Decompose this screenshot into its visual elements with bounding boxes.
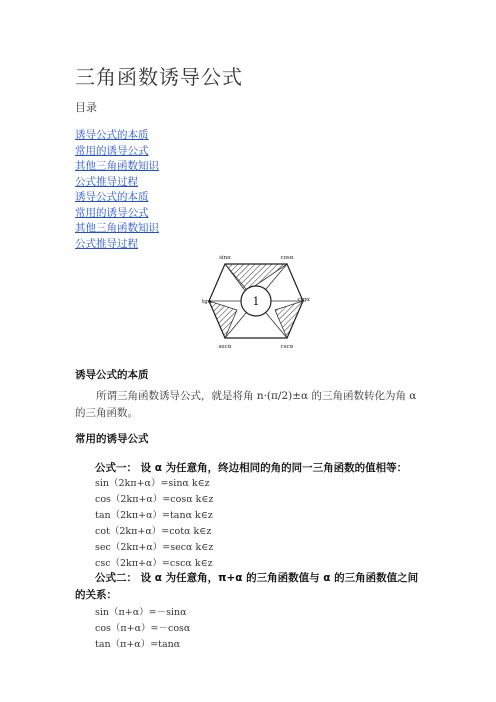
toc-label: 目录 [75,101,97,114]
toc-link[interactable]: 常用的诱导公式 [75,144,149,157]
toc-item [75,175,159,191]
formula-line: sin（2kπ+α）=sinα k∈z [95,478,210,489]
toc-item [75,190,159,206]
formula-line: sin（π+α）=－sinα [95,607,187,618]
formula-line: cos（2kπ+α）=cosα k∈z [95,494,214,505]
toc-link[interactable]: 常用的诱导公式 [75,206,149,219]
formula-1-title: 公式一： 设 α 为任意角，终边相同的角的同一三角函数的值相等： [95,462,408,474]
csc-label: cscα [280,344,294,350]
toc-item [75,144,159,160]
section-heading-essence: 诱导公式的本质 [75,369,149,381]
section-heading-common-formulas: 常用的诱导公式 [75,433,149,445]
essence-paragraph: 所谓三角函数诱导公式，就是将角 n·(π/2)±α 的三角函数转化为角 α 的三角函数。 [75,390,417,419]
formula-line: cos（π+α）=－cosα [95,623,191,634]
cos-label: cosα [280,255,294,261]
trig-hexagon-diagram [201,250,311,352]
toc-item [75,128,159,144]
sec-label: secα [218,344,232,350]
formula-1-list [95,476,213,572]
formula-2-list [95,605,190,653]
toc-link[interactable]: 其他三角函数知识 [75,160,159,172]
toc-link[interactable]: 诱导公式的本质 [75,191,149,203]
sin-label: sinα [219,255,231,261]
center-label: 1 [252,295,260,308]
ctg-label: ctgα [297,297,310,303]
formula-line: csc（2kπ+α）=cscα k∈z [95,558,213,569]
formula-line: cot（2kπ+α）=cotα k∈z [95,526,212,537]
toc-link[interactable]: 其他三角函数知识 [75,222,159,234]
table-of-contents [75,128,159,252]
tg-label: tgα [202,299,212,305]
toc-link[interactable]: 公式推导过程 [75,175,138,188]
formula-line: sec（2kπ+α）=secα k∈z [95,542,214,553]
toc-item [75,237,159,253]
formula-line: tan（π+α）=tanα [95,639,181,650]
toc-item [75,206,159,222]
formula-line: tan（2kπ+α）=tanα k∈z [95,510,213,521]
toc-item [75,221,159,237]
toc-item [75,159,159,175]
toc-link[interactable]: 诱导公式的本质 [75,129,149,141]
toc-link[interactable]: 公式推导过程 [75,237,138,250]
formula-2-title: 公式二： 设 α 为任意角，π+α 的三角函数值与 α 的三角函数值之间的关系： [75,572,419,601]
page-title: 三角函数诱导公式 [75,65,243,89]
